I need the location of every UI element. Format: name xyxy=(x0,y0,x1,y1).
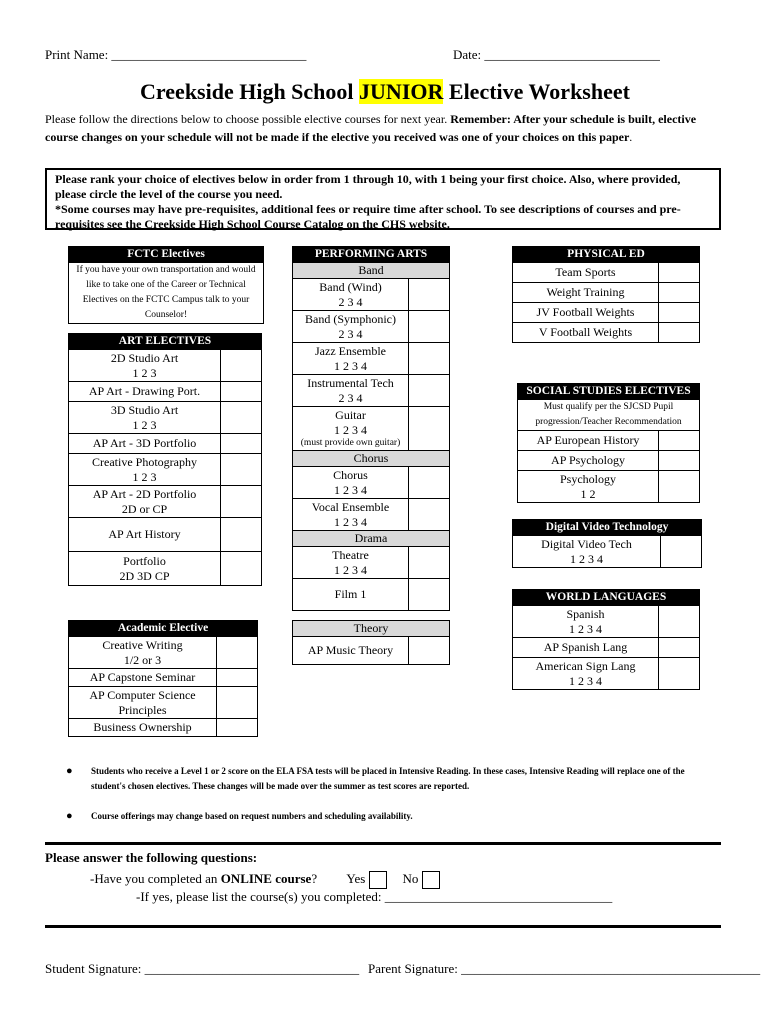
pe-rank-box-3[interactable] xyxy=(659,323,700,343)
social-item-2: Psychology 1 2 xyxy=(518,471,659,503)
pe-rank-box-2[interactable] xyxy=(659,303,700,323)
art-rank-box-0[interactable] xyxy=(221,350,262,382)
drama-item-1: Film 1 xyxy=(293,579,409,611)
parent-signature-field[interactable]: Parent Signature: ______________________________________________ xyxy=(368,961,761,976)
yes-checkbox[interactable] xyxy=(369,871,387,889)
chorus-subheader: Chorus xyxy=(293,451,450,467)
questions-heading: Please answer the following questions: xyxy=(45,850,258,865)
divider xyxy=(45,925,721,928)
fctc-note: If you have your own transportation and would like to take one of the Career or Technical Electives on the FCTC Campus talk to your Counselor! xyxy=(69,263,264,324)
band-item-0: Band (Wind) 2 3 4 xyxy=(293,279,409,311)
band-subheader: Band xyxy=(293,263,450,279)
language-item-1: AP Spanish Lang xyxy=(513,638,659,658)
video-header: Digital Video Technology xyxy=(513,520,702,536)
band-rank-box-4[interactable] xyxy=(409,407,450,451)
art-rank-box-5[interactable] xyxy=(221,486,262,518)
no-label: No xyxy=(402,871,419,886)
social-rank-box-1[interactable] xyxy=(659,451,700,471)
academic-item-2: AP Computer Science Principles xyxy=(69,687,217,719)
video-rank-box-0[interactable] xyxy=(661,536,702,568)
bullet-icon: ● xyxy=(66,810,73,822)
online-course-list-field[interactable]: -If yes, please list the course(s) you completed: ___________________________________ xyxy=(136,889,613,904)
world-languages-table xyxy=(512,589,700,690)
title-suffix: Elective Worksheet xyxy=(443,79,630,104)
pe-item-0: Team Sports xyxy=(513,263,659,283)
fctc-table xyxy=(68,246,264,324)
art-rank-box-7[interactable] xyxy=(221,552,262,586)
art-item-5: AP Art - 2D Portfolio 2D or CP xyxy=(69,486,221,518)
bullet-text-1: Course offerings may change based on request numbers and scheduling availability. xyxy=(91,811,413,821)
student-signature-field[interactable]: Student Signature: _________________________________ xyxy=(45,961,360,976)
art-rank-box-6[interactable] xyxy=(221,518,262,552)
art-rank-box-4[interactable] xyxy=(221,454,262,486)
band-rank-box-3[interactable] xyxy=(409,375,450,407)
language-item-0: Spanish 1 2 3 4 xyxy=(513,606,659,638)
drama-rank-box-1[interactable] xyxy=(409,579,450,611)
instructions-box xyxy=(45,168,721,230)
digital-video-table xyxy=(512,519,702,568)
instructions-line-1: Please rank your choice of electives below in order from 1 through 10, with 1 being your first choice. Also, where provided, please circle the level of the course you need. xyxy=(55,172,681,201)
academic-rank-box-2[interactable] xyxy=(217,687,258,719)
intro-bold: Remember: After your schedule is built, elective course changes on your schedule will not be made if the elective you received was one of your choices on this paper xyxy=(45,112,697,144)
print-name-field[interactable]: Print Name: ______________________________ xyxy=(45,47,307,62)
language-item-2: American Sign Lang 1 2 3 4 xyxy=(513,658,659,690)
band-rank-box-0[interactable] xyxy=(409,279,450,311)
q1-prefix: -Have you completed an xyxy=(90,871,221,886)
social-header: SOCIAL STUDIES ELECTIVES xyxy=(518,384,700,400)
page-title xyxy=(0,79,770,105)
band-rank-box-2[interactable] xyxy=(409,343,450,375)
q1-bold: ONLINE course xyxy=(220,871,312,886)
language-rank-box-1[interactable] xyxy=(659,638,700,658)
pe-header: PHYSICAL ED xyxy=(513,247,700,263)
bullet-icon: ● xyxy=(66,765,73,777)
art-item-4: Creative Photography 1 2 3 xyxy=(69,454,221,486)
pe-item-1: Weight Training xyxy=(513,283,659,303)
band-item-1: Band (Symphonic) 2 3 4 xyxy=(293,311,409,343)
q1-suffix: ? xyxy=(311,871,318,886)
theory-rank-box-0[interactable] xyxy=(409,637,450,665)
theory-table xyxy=(292,620,450,665)
pe-rank-box-0[interactable] xyxy=(659,263,700,283)
academic-elective-table xyxy=(68,620,258,737)
intro-end: . xyxy=(629,130,633,144)
academic-header: Academic Elective xyxy=(69,621,258,637)
art-item-3: AP Art - 3D Portfolio xyxy=(69,434,221,454)
social-studies-table xyxy=(517,383,700,503)
language-rank-box-2[interactable] xyxy=(659,658,700,690)
art-rank-box-1[interactable] xyxy=(221,382,262,402)
bullet-text-0: Students who receive a Level 1 or 2 score on the ELA FSA tests will be placed in Intensive Reading. In these cases, Intensive Reading will replace one of the student's chosen electives. These changes will be made over the summer as test scores are reported. xyxy=(91,766,685,791)
drama-rank-box-0[interactable] xyxy=(409,547,450,579)
performing-header: PERFORMING ARTS xyxy=(293,247,450,263)
instructions-line-2: *Some courses may have pre-requisites, additional fees or require time after school. To see descriptions of courses and pre-requisites see the Creekside High School Course Catalog on the CHS website. xyxy=(55,202,681,231)
social-rank-box-2[interactable] xyxy=(659,471,700,503)
question-online-course xyxy=(90,869,440,889)
performing-arts-table xyxy=(292,246,450,611)
title-prefix: Creekside High School xyxy=(140,79,360,104)
chorus-item-1: Vocal Ensemble 1 2 3 4 xyxy=(293,499,409,531)
no-checkbox[interactable] xyxy=(422,871,440,889)
title-highlight: JUNIOR xyxy=(359,79,444,104)
pe-item-3: V Football Weights xyxy=(513,323,659,343)
academic-rank-box-1[interactable] xyxy=(217,669,258,687)
drama-subheader: Drama xyxy=(293,531,450,547)
art-electives-table xyxy=(68,333,262,586)
theory-subheader: Theory xyxy=(293,621,450,637)
pe-rank-box-1[interactable] xyxy=(659,283,700,303)
art-rank-box-2[interactable] xyxy=(221,402,262,434)
social-item-0: AP European History xyxy=(518,431,659,451)
drama-item-0: Theatre 1 2 3 4 xyxy=(293,547,409,579)
social-note: Must qualify per the SJCSD Pupil progression/Teacher Recommendation xyxy=(518,400,700,431)
art-item-6: AP Art History xyxy=(69,518,221,552)
language-rank-box-0[interactable] xyxy=(659,606,700,638)
band-item-2: Jazz Ensemble 1 2 3 4 xyxy=(293,343,409,375)
academic-item-3: Business Ownership xyxy=(69,719,217,737)
band-item-3: Instrumental Tech 2 3 4 xyxy=(293,375,409,407)
chorus-rank-box-1[interactable] xyxy=(409,499,450,531)
academic-item-0: Creative Writing 1/2 or 3 xyxy=(69,637,217,669)
art-rank-box-3[interactable] xyxy=(221,434,262,454)
languages-header: WORLD LANGUAGES xyxy=(513,590,700,606)
art-item-0: 2D Studio Art 1 2 3 xyxy=(69,350,221,382)
chorus-item-0: Chorus 1 2 3 4 xyxy=(293,467,409,499)
video-item-0: Digital Video Tech 1 2 3 4 xyxy=(513,536,661,568)
intro-text: Please follow the directions below to choose possible elective courses for next year. xyxy=(45,112,451,126)
yes-label: Yes xyxy=(346,871,366,886)
date-field[interactable]: Date: ___________________________ xyxy=(453,47,660,62)
band-rank-box-1[interactable] xyxy=(409,311,450,343)
fctc-header: FCTC Electives xyxy=(69,247,264,263)
social-item-1: AP Psychology xyxy=(518,451,659,471)
divider xyxy=(45,842,721,845)
art-item-7: Portfolio 2D 3D CP xyxy=(69,552,221,586)
physical-ed-table xyxy=(512,246,700,343)
art-item-1: AP Art - Drawing Port. xyxy=(69,382,221,402)
academic-rank-box-0[interactable] xyxy=(217,637,258,669)
art-header: ART ELECTIVES xyxy=(69,334,262,350)
chorus-rank-box-0[interactable] xyxy=(409,467,450,499)
art-item-2: 3D Studio Art 1 2 3 xyxy=(69,402,221,434)
pe-item-2: JV Football Weights xyxy=(513,303,659,323)
academic-item-1: AP Capstone Seminar xyxy=(69,669,217,687)
theory-item-0: AP Music Theory xyxy=(293,637,409,665)
intro-paragraph xyxy=(45,110,725,146)
band-item-4: Guitar 1 2 3 4 (must provide own guitar) xyxy=(293,407,409,451)
academic-rank-box-3[interactable] xyxy=(217,719,258,737)
social-rank-box-0[interactable] xyxy=(659,431,700,451)
